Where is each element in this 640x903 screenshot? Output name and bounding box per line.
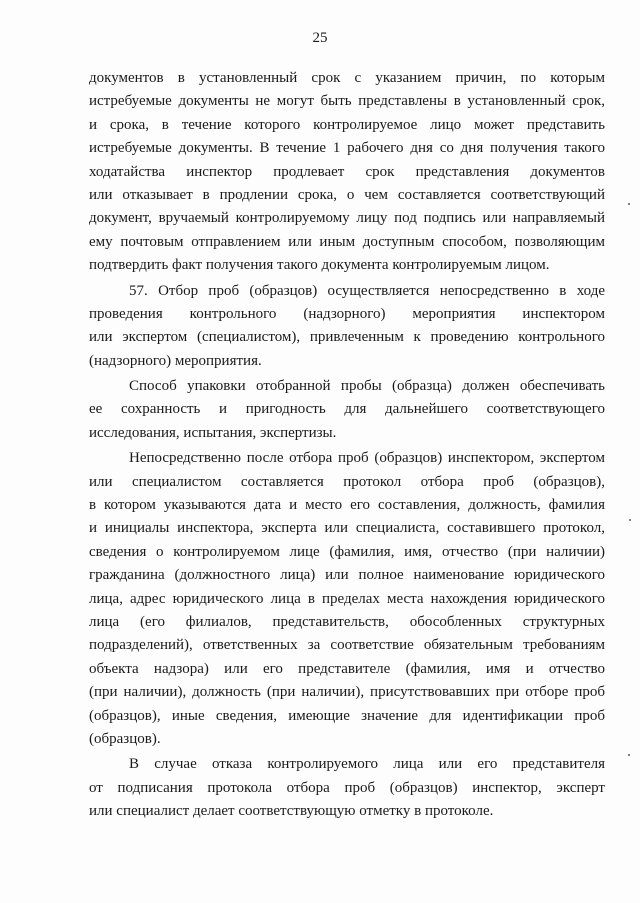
text-line: (надзорного) мероприятия. bbox=[89, 352, 262, 369]
body-text bbox=[89, 67, 605, 824]
text-line: истребуемые документы. В течение 1 рабочего дня со дня получения такого bbox=[89, 140, 605, 157]
text-line: истребуемые документы не могут быть представлены в установленный срок, bbox=[89, 93, 605, 110]
text-line: сведения о контролируемом лице (фамилия, имя, отчество (при наличии) bbox=[89, 543, 605, 560]
text-line: гражданина (должностного лица) или полное наименование юридического bbox=[89, 567, 605, 584]
text-line: или экспертом (специалистом), привлеченным к проведению контрольного bbox=[89, 329, 605, 346]
text-line: Способ упаковки отобранной пробы (образца) должен обеспечивать bbox=[129, 378, 605, 395]
text-line: или специалистом составляется протокол отбора проб (образцов), bbox=[89, 473, 605, 490]
text-line: и срока, в течение которого контролируемое лицо может представить bbox=[89, 116, 605, 133]
text-line: документ, вручаемый контролируемому лицу под подпись или направляемый bbox=[89, 210, 605, 227]
text-line: ее сохранность и пригодность для дальнейшего соответствующего bbox=[89, 401, 605, 418]
text-line: от подписания протокола отбора проб (образцов) инспектор, эксперт bbox=[89, 779, 605, 796]
text-line: ему почтовым отправлением или иным доступным способом, позволяющим bbox=[89, 233, 605, 250]
scan-speck bbox=[628, 754, 630, 756]
text-line: Непосредственно после отбора проб (образцов) инспектором, экспертом bbox=[129, 450, 605, 467]
text-line: или специалист делает соответствующую отметку в протоколе. bbox=[89, 803, 494, 820]
paragraph bbox=[89, 280, 605, 374]
text-line: документов в установленный срок с указанием причин, по которым bbox=[89, 70, 605, 86]
text-line: проведения контрольного (надзорного) мероприятия инспектором bbox=[89, 305, 605, 322]
text-line: или отказывает в продлении срока, о чем составляется соответствующий bbox=[89, 186, 605, 203]
text-line: и инициалы инспектора, эксперта или специалиста, составившего протокол, bbox=[89, 520, 605, 537]
text-line: подтвердить факт получения такого документа контролируемым лицом. bbox=[89, 257, 550, 274]
text-line: исследования, испытания, экспертизы. bbox=[89, 424, 337, 441]
text-line: объекта надзора) или его представителе (фамилия, имя и отчество bbox=[89, 660, 605, 677]
text-line: ходатайства инспектор продлевает срок представления документов bbox=[89, 163, 605, 180]
paragraph bbox=[89, 67, 605, 278]
scan-speck bbox=[629, 519, 631, 521]
text-line: подразделений), ответственных за соответствие обязательным требованиям bbox=[89, 637, 605, 654]
text-line: в котором указываются дата и место его составления, должность, фамилия bbox=[89, 497, 605, 514]
paragraph bbox=[89, 447, 605, 751]
text-line: В случае отказа контролируемого лица или его представителя bbox=[129, 756, 605, 773]
text-line: (при наличии), должность (при наличии), присутствовавших при отборе проб bbox=[89, 684, 605, 701]
scan-speck bbox=[628, 203, 630, 205]
text-line: (образцов), иные сведения, имеющие значение для идентификации проб bbox=[89, 707, 605, 724]
page-number: 25 bbox=[312, 30, 328, 46]
paragraph bbox=[89, 753, 605, 823]
text-line: 57. Отбор проб (образцов) осуществляется непосредственно в ходе bbox=[129, 282, 605, 299]
text-line: (образцов). bbox=[89, 730, 161, 747]
text-line: лица (его филиалов, представительств, обособленных структурных bbox=[89, 613, 605, 630]
paragraph bbox=[89, 375, 605, 445]
text-line: лица, адрес юридического лица в пределах места нахождения юридического bbox=[89, 590, 605, 607]
